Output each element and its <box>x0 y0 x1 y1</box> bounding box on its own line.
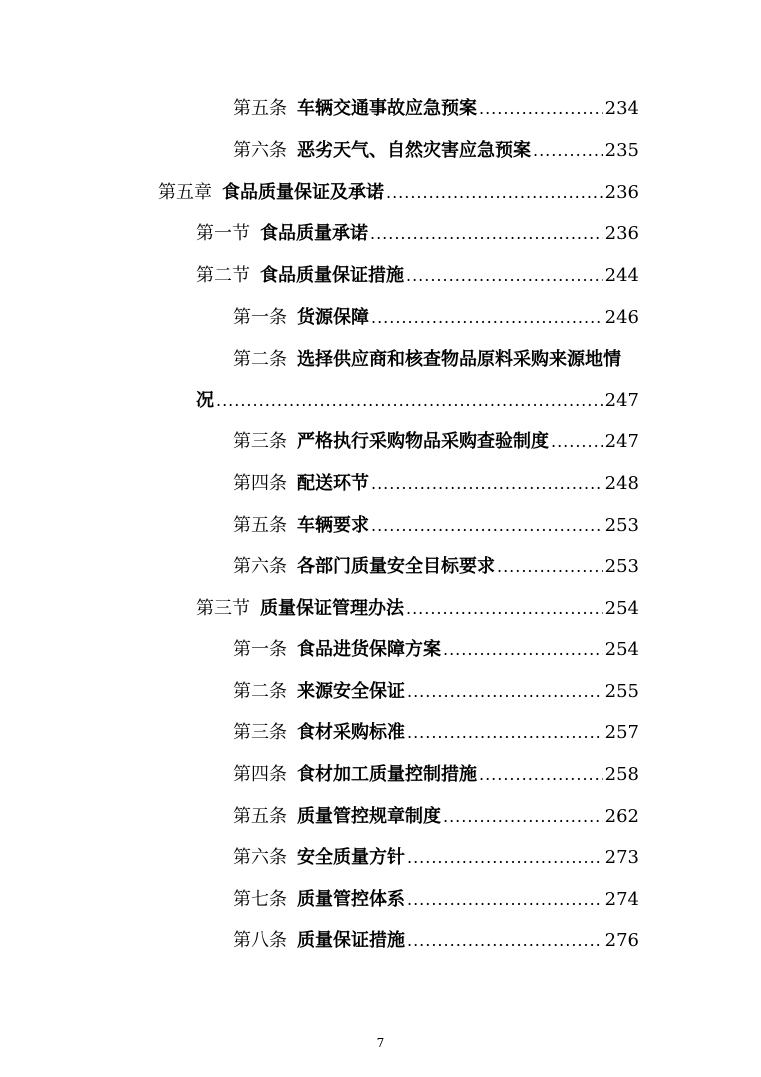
dot-leader <box>371 472 603 496</box>
toc-entry-label: 第五章 <box>158 182 212 203</box>
toc-entry[interactable] <box>233 555 639 579</box>
dot-leader <box>533 139 603 163</box>
toc-entry-title: 货源保障 <box>297 307 369 328</box>
toc-entry-label: 第七条 <box>233 889 287 910</box>
dot-leader <box>386 181 603 205</box>
toc-entry-label: 第三条 <box>233 722 287 743</box>
toc-entry-label: 第二条 <box>233 349 287 370</box>
toc-entry-page: 274 <box>604 889 639 910</box>
toc-entry-title: 质量管控规章制度 <box>297 806 441 827</box>
dot-leader <box>370 222 603 246</box>
dot-leader <box>407 888 603 912</box>
dot-leader <box>479 97 603 121</box>
toc-entry-title: 质量保证管理办法 <box>260 598 404 619</box>
toc-entry-label: 第六条 <box>233 556 287 577</box>
toc-entry-page: 236 <box>604 182 639 203</box>
toc-entry-label: 第一条 <box>233 639 287 660</box>
toc-entry[interactable] <box>196 597 639 621</box>
toc-entry-title: 质量管控体系 <box>297 889 405 910</box>
toc-entry[interactable] <box>233 306 639 330</box>
toc-entry-label: 第五条 <box>233 806 287 827</box>
toc-entry-page: 257 <box>604 722 639 743</box>
toc-entry-page: 262 <box>604 806 639 827</box>
dot-leader <box>406 597 603 621</box>
toc-entry-label: 第四条 <box>233 473 287 494</box>
toc-entry-page: 254 <box>604 639 639 660</box>
toc-entry[interactable] <box>233 846 639 870</box>
toc-entry-title: 食材加工质量控制措施 <box>297 764 477 785</box>
toc-entry-label: 第二条 <box>233 681 287 702</box>
toc-entry[interactable] <box>233 638 639 662</box>
toc-entry-page: 236 <box>604 223 639 244</box>
toc-entry-title: 车辆要求 <box>297 515 369 536</box>
toc-entry-page: 276 <box>604 930 639 951</box>
dot-leader <box>443 638 603 662</box>
toc-entry-page: 253 <box>604 556 639 577</box>
toc-entry[interactable] <box>233 763 639 787</box>
toc-entry[interactable] <box>233 348 639 372</box>
toc-entry-title: 配送环节 <box>297 473 369 494</box>
dot-leader <box>551 430 603 454</box>
toc-entry-title: 食品质量承诺 <box>260 223 368 244</box>
toc-entry[interactable] <box>233 721 639 745</box>
toc-entry[interactable] <box>196 222 639 246</box>
toc-entry-title: 食材采购标准 <box>297 722 405 743</box>
toc-entry[interactable] <box>233 805 639 829</box>
toc-entry-label: 第三节 <box>196 598 250 619</box>
toc-entry-title: 质量保证措施 <box>297 930 405 951</box>
toc-entry[interactable] <box>233 430 639 454</box>
toc-entry-title: 食品质量保证措施 <box>260 265 404 286</box>
toc-entry-label: 第六条 <box>233 847 287 868</box>
toc-entry-title: 恶劣天气、自然灾害应急预案 <box>297 140 531 161</box>
toc-entry[interactable] <box>158 181 639 205</box>
toc-entry-label: 第五条 <box>233 98 287 119</box>
toc-entry-page: 247 <box>604 390 639 411</box>
dot-leader <box>479 763 603 787</box>
toc-entry-title: 安全质量方针 <box>297 847 405 868</box>
toc-entry-continuation[interactable] <box>196 389 639 413</box>
toc-entry-label: 第二节 <box>196 265 250 286</box>
toc-entry[interactable] <box>233 680 639 704</box>
dot-leader <box>371 306 603 330</box>
dot-leader <box>497 555 603 579</box>
toc-entry-page: 255 <box>604 681 639 702</box>
toc-entry[interactable] <box>233 472 639 496</box>
toc-entry-title: 选择供应商和核查物品原料采购来源地情 <box>297 349 621 370</box>
toc-entry-label: 第一条 <box>233 307 287 328</box>
toc-entry-page: 253 <box>604 515 639 536</box>
toc-entry-page: 258 <box>604 764 639 785</box>
dot-leader <box>407 680 603 704</box>
toc-entry-page: 246 <box>604 307 639 328</box>
toc-entry-page: 244 <box>604 265 639 286</box>
toc-entry-label: 第一节 <box>196 223 250 244</box>
toc-entry-page: 254 <box>604 598 639 619</box>
toc-entry-label: 第四条 <box>233 764 287 785</box>
dot-leader <box>443 805 603 829</box>
toc-entry-page: 247 <box>604 431 639 452</box>
dot-leader <box>371 514 603 538</box>
toc-entry[interactable] <box>196 264 639 288</box>
toc-entry-page: 273 <box>604 847 639 868</box>
toc-entry-page: 235 <box>604 140 639 161</box>
toc-entry[interactable] <box>233 97 639 121</box>
toc-entry[interactable] <box>233 514 639 538</box>
dot-leader <box>216 389 603 413</box>
toc-entry-title-continuation: 况 <box>196 390 214 411</box>
toc-entry-label: 第五条 <box>233 515 287 536</box>
toc-entry[interactable] <box>233 888 639 912</box>
toc-entry-title: 来源安全保证 <box>297 681 405 702</box>
toc-entry[interactable] <box>233 929 639 953</box>
dot-leader <box>407 929 603 953</box>
toc-entry-title: 车辆交通事故应急预案 <box>297 98 477 119</box>
toc-entry-title: 食品进货保障方案 <box>297 639 441 660</box>
toc-entry-title: 严格执行采购物品采购查验制度 <box>297 431 549 452</box>
toc-entry-page: 234 <box>604 98 639 119</box>
toc-entry-label: 第六条 <box>233 140 287 161</box>
toc-entry-page: 248 <box>604 473 639 494</box>
toc-entry[interactable] <box>233 139 639 163</box>
toc-entry-title: 各部门质量安全目标要求 <box>297 556 495 577</box>
toc-entry-label: 第八条 <box>233 930 287 951</box>
page-number: 7 <box>376 1036 385 1050</box>
dot-leader <box>407 721 603 745</box>
toc-entry-label: 第三条 <box>233 431 287 452</box>
toc-entry-title: 食品质量保证及承诺 <box>222 182 384 203</box>
dot-leader <box>406 264 603 288</box>
dot-leader <box>407 846 603 870</box>
